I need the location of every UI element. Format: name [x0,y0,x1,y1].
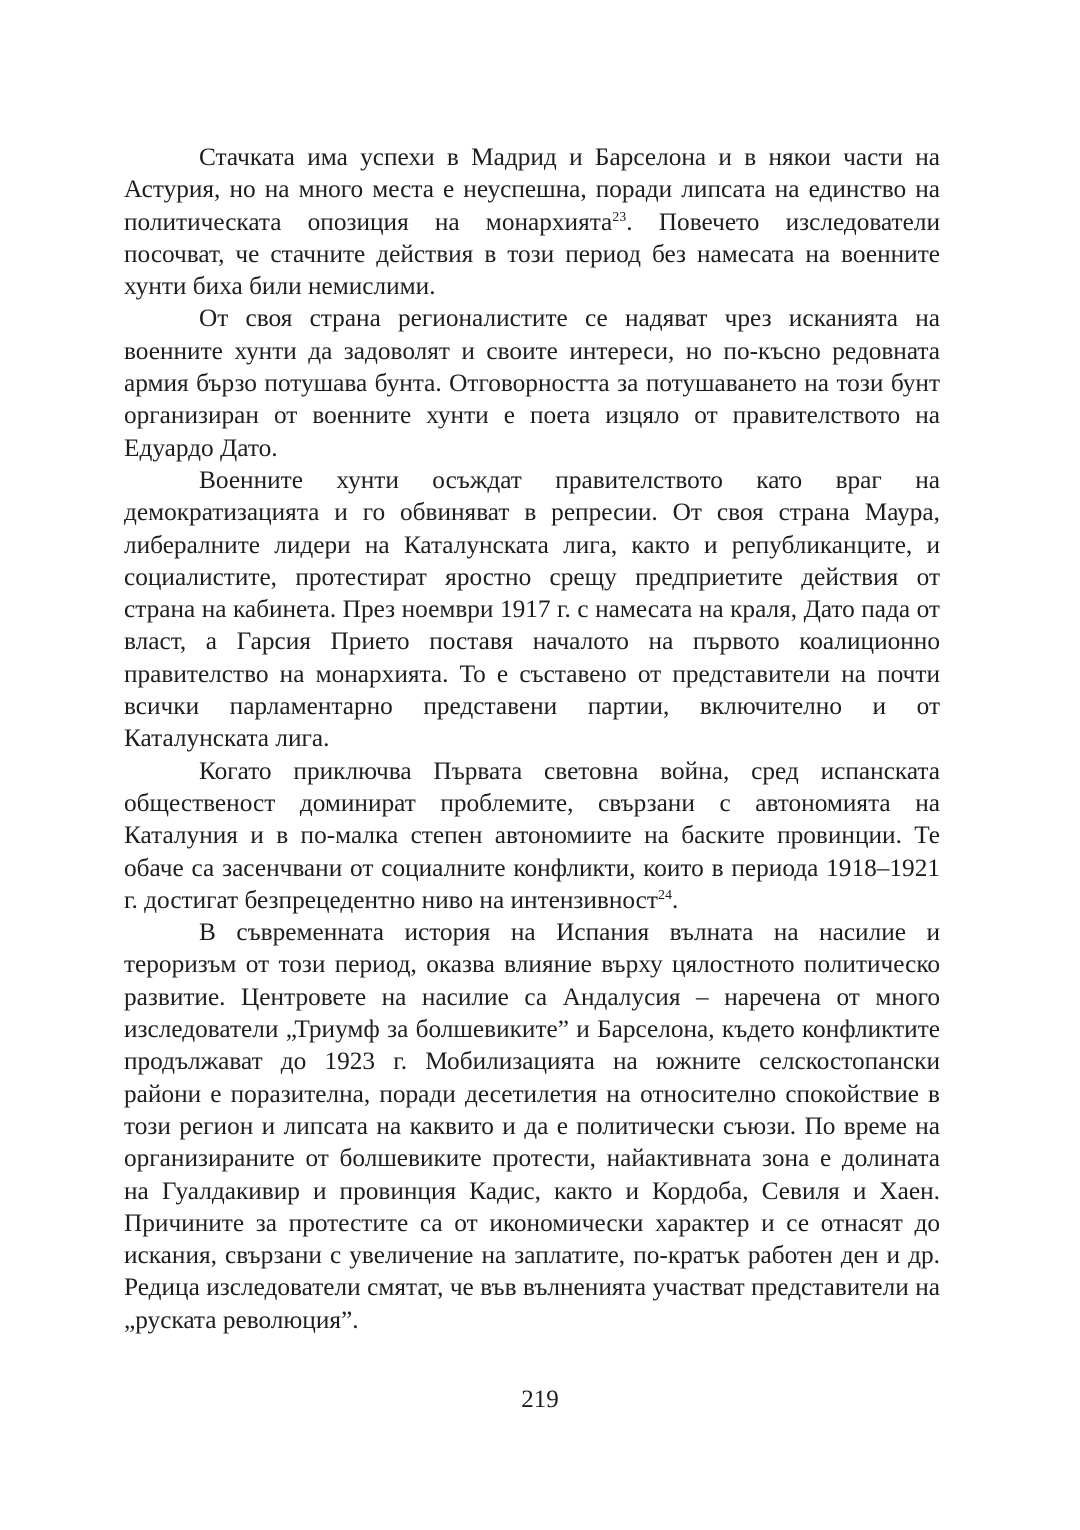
footnote-ref-23: 23 [612,209,627,225]
footnote-ref-24: 24 [657,887,672,903]
paragraph-1 [124,141,940,302]
paragraph-4-text-cont: . [671,885,679,914]
paragraph-2: От своя страна регионалистите се надяват чрез исканията на военните хунти да задоволят и своите интереси, но по-късно редовната армия бързо потушава бунта. Отговорността за потушаването на този бунт организиран от военните хунти е поета изцяло от правителството на Едуардо Дато. [124,304,940,462]
paragraph-1-text-cont: . Повечето изследователи посочват, че стачните действия в този период без намесата на военните хунти биха били немислими. [124,207,940,301]
page-number: 219 [521,1386,559,1413]
paragraph-4-text: Когато приключва Първата световна война, сред испанската общественост доминират проблемите, свързани с автономията на Каталуния и в по-малка степен автономиите на баските провинции. Те обаче са засенчвани от социалните конфликти, които в периода 1918–1921 г. достигат безпрецедентно ниво на интензивност [124,756,940,914]
paragraph-3: Военните хунти осъждат правителството като враг на демократизацията и го обвиняват в репресии. От своя страна Маура, либералните лидери на Каталунската лига, както и републиканците, и социалистите, протестират яростно срещу предприетите действия от страна на кабинета. През ноември 1917 г. с намесата на краля, Дато пада от власт, а Гарсия Прието поставя началото на първото коалиционно правителство на монархията. То е съставено от представители на почти всички парламентарно представени партии, включително и от Каталунската лига. [124,465,940,753]
paragraph-5: В съвременната история на Испания вълната на насилие и тероризъм от този период, оказва влияние върху цялостното политическо развитие. Центровете на насилие са Андалусия – наречена от много изследователи „Триумф за болшевиките” и Барселона, където конфликтите продължават до 1923 г. Мобилизацията на южните селскостопански райони е поразителна, поради десетилетия на относително спокойствие в този регион и липсата на каквито и да е политически съюзи. По време на организираните от болшевиките протести, найактивната зона е долината на Гуалдакивир и провинция Кадис, както и Кордоба, Севиля и Хаен. Причините за протестите са от икономически характер и се отнасят до искания, свързани с увеличение на заплатите, по-кратък работен ден и др. Редица изследователи смятат, че във вълненията участват представители на „руската революция”. [124,918,940,1334]
paragraph-4 [124,755,940,916]
paragraph-1-text: Стачката има успехи в Мадрид и Барселона и в някои части на Астурия, но на много места е неуспешна, поради липсата на единство на политическата опозиция на монархията [124,143,940,236]
body-text [124,141,940,1336]
